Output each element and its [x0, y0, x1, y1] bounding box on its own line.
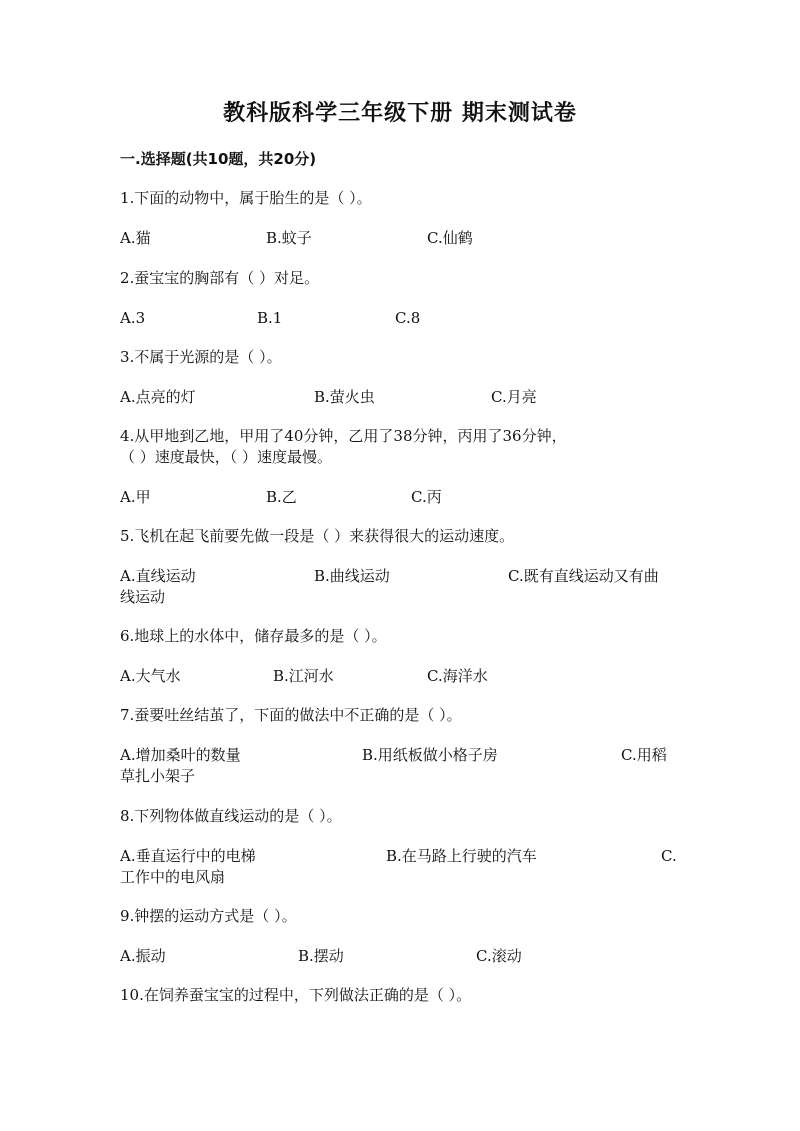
question-1-option-b: B.蚊子: [266, 229, 312, 247]
question-2-option-b: B.1: [257, 309, 283, 327]
question-5-option-a: A.直线运动: [120, 567, 196, 585]
question-9-option-c: C.滚动: [476, 947, 522, 965]
question-3-option-c: C.月亮: [491, 388, 537, 406]
question-1-option-a: A.猫: [120, 229, 151, 247]
question-8-option-c-wrap: 工作中的电风扇: [120, 868, 226, 886]
question-7-option-a: A.增加桑叶的数量: [120, 746, 241, 764]
question-6-option-b: B.江河水: [273, 667, 334, 685]
question-9-stem: 9.钟摆的运动方式是（ ）。: [120, 907, 297, 925]
question-5-stem: 5.飞机在起飞前要先做一段是（ ）来获得很大的运动速度。: [120, 527, 515, 545]
section-heading: 一.选择题(共10题，共20分): [120, 150, 317, 168]
question-3-stem: 3.不属于光源的是（ ）。: [120, 348, 282, 366]
question-3-option-a: A.点亮的灯: [120, 388, 196, 406]
question-5-option-c-wrap: 线运动: [120, 588, 166, 606]
question-4-option-c: C.丙: [411, 488, 442, 506]
question-2-stem: 2.蚕宝宝的胸部有（ ）对足。: [120, 269, 320, 287]
question-5-option-b: B.曲线运动: [314, 567, 390, 585]
question-1-option-c: C.仙鹤: [427, 229, 473, 247]
exam-title: 教科版科学三年级下册 期末测试卷: [223, 101, 577, 126]
question-1-stem: 1.下面的动物中，属于胎生的是（ ）。: [120, 189, 372, 207]
question-6-option-a: A.大气水: [120, 667, 181, 685]
question-9-option-a: A.振动: [120, 947, 166, 965]
question-7-option-c-wrap: 草扎小架子: [120, 767, 196, 785]
question-8-option-c: C.: [661, 847, 677, 865]
question-8-stem: 8.下列物体做直线运动的是（ ）。: [120, 807, 342, 825]
question-2-option-a: A.3: [120, 309, 146, 327]
question-8-option-b: B.在马路上行驶的汽车: [386, 847, 537, 865]
question-4-stem-line-2: （ ）速度最快，（ ）速度最慢。: [120, 448, 333, 466]
question-4-option-a: A.甲: [120, 488, 151, 506]
question-4-option-b: B.乙: [266, 488, 297, 506]
question-6-stem: 6.地球上的水体中，储存最多的是（ ）。: [120, 627, 387, 645]
question-5-option-c: C.既有直线运动又有曲: [508, 567, 659, 585]
question-7-option-b: B.用纸板做小格子房: [362, 746, 498, 764]
question-2-option-c: C.8: [395, 309, 421, 327]
question-8-option-a: A.垂直运行中的电梯: [120, 847, 256, 865]
question-7-option-c: C.用稻: [621, 746, 667, 764]
question-6-option-c: C.海洋水: [427, 667, 488, 685]
question-7-stem: 7.蚕要吐丝结茧了，下面的做法中不正确的是（ ）。: [120, 706, 462, 724]
question-3-option-b: B.萤火虫: [314, 388, 375, 406]
question-4-stem-line-1: 4.从甲地到乙地，甲用了40分钟，乙用了38分钟，丙用了36分钟，: [120, 427, 567, 445]
question-10-stem: 10.在饲养蚕宝宝的过程中，下列做法正确的是（ ）。: [120, 986, 472, 1004]
question-9-option-b: B.摆动: [298, 947, 344, 965]
